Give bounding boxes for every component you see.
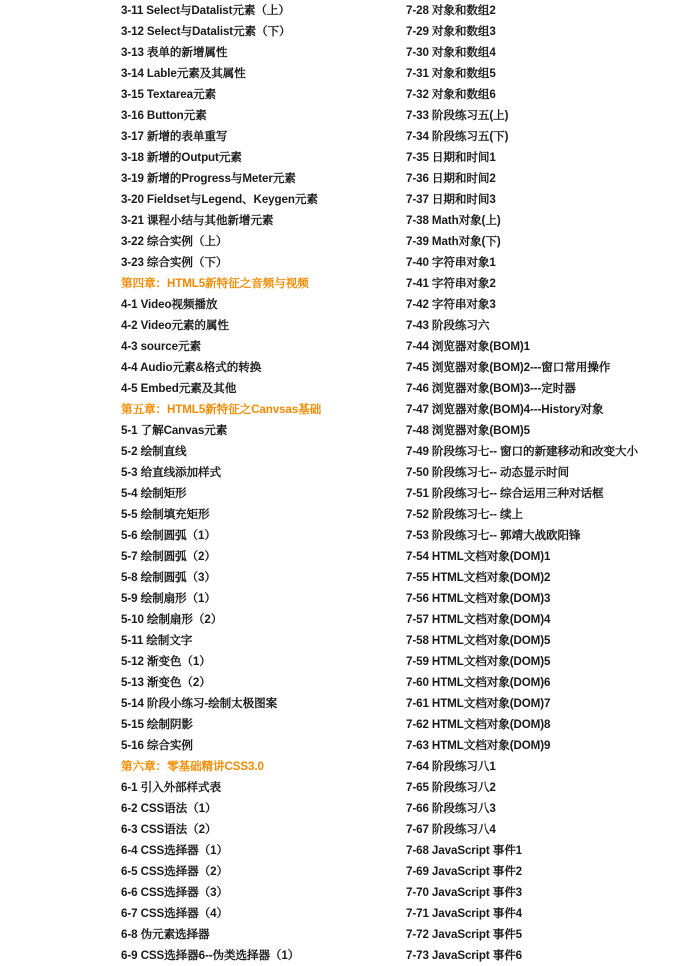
lesson-item: 7-50 阶段练习七-- 动态显示时间 [406,466,570,479]
lesson-item: 7-47 浏览器对象(BOM)4---History对象 [406,403,604,416]
lesson-item: 5-16 综合实例 [121,739,193,752]
lesson-item: 7-33 阶段练习五(上) [406,109,509,122]
lesson-item: 7-40 字符串对象1 [406,256,496,269]
lesson-item: 7-52 阶段练习七-- 续上 [406,508,524,521]
lesson-item: 7-58 HTML文档对象(DOM)5 [406,634,551,647]
lesson-item: 5-5 绘制填充矩形 [121,508,210,521]
lesson-item: 5-3 给直线添加样式 [121,466,222,479]
lesson-item: 7-68 JavaScript 事件1 [406,844,523,857]
lesson-item: 5-8 绘制圆弧（3） [121,571,216,584]
lesson-item: 7-45 浏览器对象(BOM)2---窗口常用操作 [406,361,611,374]
lesson-item: 3-13 表单的新增属性 [121,46,228,59]
lesson-item: 3-21 课程小结与其他新增元素 [121,214,274,227]
lesson-item: 7-48 浏览器对象(BOM)5 [406,424,531,437]
lesson-item: 6-8 伪元素选择器 [121,928,210,941]
lesson-item: 3-18 新增的Output元素 [121,151,242,164]
lesson-item: 6-1 引入外部样式表 [121,781,222,794]
lesson-item: 7-69 JavaScript 事件2 [406,865,523,878]
lesson-item: 5-2 绘制直线 [121,445,187,458]
lesson-item: 6-3 CSS语法（2） [121,823,217,836]
chapter-heading: 第四章：HTML5新特征之音频与视频 [121,277,309,290]
lesson-item: 3-22 综合实例（上） [121,235,228,248]
lesson-item: 7-41 字符串对象2 [406,277,496,290]
lesson-item: 7-46 浏览器对象(BOM)3---定时器 [406,382,576,395]
lesson-item: 7-35 日期和时间1 [406,151,496,164]
lesson-item: 7-42 字符串对象3 [406,298,496,311]
lesson-item: 7-54 HTML文档对象(DOM)1 [406,550,551,563]
lesson-item: 7-71 JavaScript 事件4 [406,907,523,920]
lesson-item: 7-62 HTML文档对象(DOM)8 [406,718,551,731]
lesson-item: 5-14 阶段小练习-绘制太极图案 [121,697,278,710]
lesson-item: 6-5 CSS选择器（2） [121,865,228,878]
lesson-item: 7-67 阶段练习八4 [406,823,496,836]
chapter-heading: 第六章：零基础精讲CSS3.0 [121,760,264,773]
lesson-item: 7-64 阶段练习八1 [406,760,496,773]
lesson-item: 7-39 Math对象(下) [406,235,501,248]
lesson-item: 4-2 Video元素的属性 [121,319,229,332]
lesson-item: 3-12 Select与Datalist元素（下） [121,25,291,38]
lesson-item: 7-44 浏览器对象(BOM)1 [406,340,531,353]
lesson-item: 5-7 绘制圆弧（2） [121,550,216,563]
lesson-item: 5-4 绘制矩形 [121,487,187,500]
right-column [406,0,698,966]
lesson-item: 4-5 Embed元素及其他 [121,382,237,395]
lesson-item: 7-60 HTML文档对象(DOM)6 [406,676,551,689]
lesson-item: 6-2 CSS语法（1） [121,802,217,815]
left-column [121,0,401,966]
lesson-item: 7-61 HTML文档对象(DOM)7 [406,697,551,710]
lesson-item: 5-13 渐变色（2） [121,676,211,689]
chapter-heading: 第五章：HTML5新特征之Canvsas基础 [121,403,322,416]
lesson-item: 5-10 绘制扇形（2） [121,613,223,626]
lesson-item: 3-15 Textarea元素 [121,88,216,101]
lesson-item: 5-1 了解Canvas元素 [121,424,228,437]
lesson-item: 6-6 CSS选择器（3） [121,886,228,899]
lesson-item: 6-4 CSS选择器（1） [121,844,228,857]
lesson-item: 5-9 绘制扇形（1） [121,592,216,605]
lesson-item: 7-29 对象和数组3 [406,25,496,38]
lesson-item: 7-51 阶段练习七-- 综合运用三种对话框 [406,487,604,500]
lesson-item: 7-28 对象和数组2 [406,4,496,17]
lesson-item: 5-12 渐变色（1） [121,655,211,668]
lesson-item: 7-55 HTML文档对象(DOM)2 [406,571,551,584]
lesson-item: 3-16 Button元素 [121,109,207,122]
lesson-item: 7-63 HTML文档对象(DOM)9 [406,739,551,752]
lesson-item: 5-6 绘制圆弧（1） [121,529,216,542]
lesson-item: 4-1 Video视频播放 [121,298,218,311]
lesson-item: 7-31 对象和数组5 [406,67,496,80]
lesson-item: 7-70 JavaScript 事件3 [406,886,523,899]
lesson-item: 6-9 CSS选择器6--伪类选择器（1） [121,949,300,962]
lesson-item: 7-30 对象和数组4 [406,46,496,59]
lesson-item: 7-53 阶段练习七-- 郭靖大战欧阳锋 [406,529,581,542]
lesson-item: 3-11 Select与Datalist元素（上） [121,4,290,17]
lesson-item: 7-34 阶段练习五(下) [406,130,509,143]
lesson-item: 6-7 CSS选择器（4） [121,907,228,920]
lesson-item: 7-38 Math对象(上) [406,214,501,227]
lesson-item: 7-73 JavaScript 事件6 [406,949,523,962]
lesson-item: 7-56 HTML文档对象(DOM)3 [406,592,551,605]
lesson-item: 7-57 HTML文档对象(DOM)4 [406,613,551,626]
lesson-item: 7-59 HTML文档对象(DOM)5 [406,655,551,668]
lesson-item: 7-43 阶段练习六 [406,319,490,332]
lesson-item: 3-14 Lable元素及其属性 [121,67,246,80]
lesson-item: 3-23 综合实例（下） [121,256,228,269]
lesson-item: 5-11 绘制文字 [121,634,193,647]
lesson-item: 7-37 日期和时间3 [406,193,496,206]
lesson-item: 7-72 JavaScript 事件5 [406,928,523,941]
lesson-item: 3-19 新增的Progress与Meter元素 [121,172,296,185]
lesson-item: 7-66 阶段练习八3 [406,802,496,815]
lesson-item: 3-17 新增的表单重写 [121,130,228,143]
lesson-item: 7-32 对象和数组6 [406,88,496,101]
lesson-item: 3-20 Fieldset与Legend、Keygen元素 [121,193,318,206]
lesson-item: 5-15 绘制阴影 [121,718,193,731]
lesson-item: 4-3 source元素 [121,340,201,353]
lesson-item: 7-36 日期和时间2 [406,172,496,185]
lesson-item: 7-65 阶段练习八2 [406,781,496,794]
lesson-item: 4-4 Audio元素&格式的转换 [121,361,262,374]
lesson-item: 7-49 阶段练习七-- 窗口的新建移动和改变大小 [406,445,638,458]
